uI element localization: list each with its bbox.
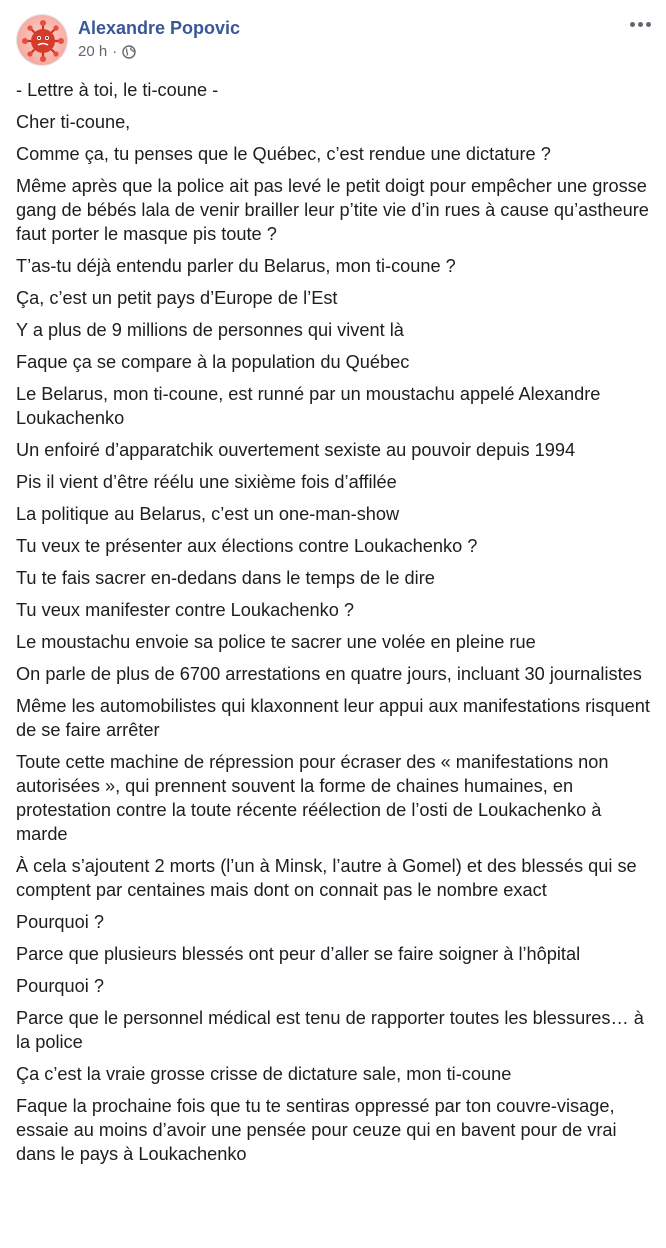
- post-paragraph: T’as-tu déjà entendu parler du Belarus, mon ti-coune ?: [16, 256, 456, 276]
- author-name[interactable]: Alexandre Popovic: [78, 18, 241, 38]
- post-paragraph: Un enfoiré d’apparatchik ouvertement sexiste au pouvoir depuis 1994: [16, 440, 576, 460]
- post-paragraph: À cela s’ajoutent 2 morts (l’un à Minsk, l’autre à Gomel) et des blessés qui se comptent par centaines mais dont on connait pas le nombre exact: [16, 856, 637, 900]
- more-horizontal-icon: [630, 22, 635, 27]
- post-paragraph: - Lettre à toi, le ti-coune -: [16, 80, 219, 100]
- post-paragraph: Faque la prochaine fois que tu te sentiras oppressé par ton couvre-visage, essaie au moins d’avoir une pensée pour ceuze qui en bavent pour de vrai dans le pays à Loukachenko: [16, 1096, 617, 1164]
- post-paragraph: Le Belarus, mon ti-coune, est runné par un moustachu appelé Alexandre Loukachenko: [16, 384, 601, 428]
- globe-icon[interactable]: [122, 45, 136, 59]
- separator-dot: ·: [112, 43, 118, 60]
- post-paragraph: On parle de plus de 6700 arrestations en quatre jours, incluant 30 journalistes: [16, 664, 642, 684]
- post-paragraph: La politique au Belarus, c’est un one-man-show: [16, 504, 400, 524]
- post-paragraph: Même après que la police ait pas levé le petit doigt pour empêcher une grosse gang de bébés lala de venir brailler leur p’tite vie d’in rues à cause qu’astheure faut porter le masque pis toute ?: [16, 176, 649, 244]
- post-subline: [78, 42, 240, 62]
- post-header: [16, 14, 650, 66]
- post-paragraph: Parce que plusieurs blessés ont peur d’aller se faire soigner à l’hôpital: [16, 944, 581, 964]
- post-paragraph: Faque ça se compare à la population du Québec: [16, 352, 410, 372]
- timestamp[interactable]: 20 h: [78, 43, 108, 60]
- post-paragraph: Tu veux manifester contre Loukachenko ?: [16, 600, 355, 620]
- post-paragraph: Tu veux te présenter aux élections contre Loukachenko ?: [16, 536, 478, 556]
- post-paragraph: Même les automobilistes qui klaxonnent leur appui aux manifestations risquent de se faire arrêter: [16, 696, 650, 740]
- post-paragraph: Toute cette machine de répression pour écraser des « manifestations non autorisées », qui prennent souvent la forme de chaines humaines, en protestation contre la toute récente réélection de l’osti de Loukachenko à marde: [16, 752, 609, 844]
- avatar-image: [17, 15, 68, 66]
- post-paragraph: Pourquoi ?: [16, 912, 104, 932]
- more-options-button[interactable]: [626, 12, 654, 36]
- post-paragraph: Ça c’est la vraie grosse crisse de dictature sale, mon ti-coune: [16, 1064, 512, 1084]
- post-paragraph: Le moustachu envoie sa police te sacrer une volée en pleine rue: [16, 632, 536, 652]
- post-paragraph: Ça, c’est un petit pays d’Europe de l’Est: [16, 288, 338, 308]
- post-paragraph: Comme ça, tu penses que le Québec, c’est rendue une dictature ?: [16, 144, 551, 164]
- post-meta: [78, 14, 240, 62]
- post-paragraph: Pourquoi ?: [16, 976, 104, 996]
- post-paragraph: Y a plus de 9 millions de personnes qui vivent là: [16, 320, 404, 340]
- post-body: [16, 78, 650, 1166]
- post-paragraph: Tu te fais sacrer en-dedans dans le temps de le dire: [16, 568, 435, 588]
- post-paragraph: Pis il vient d’être réélu une sixième fois d’affilée: [16, 472, 397, 492]
- avatar[interactable]: [16, 14, 68, 66]
- post-paragraph: Parce que le personnel médical est tenu de rapporter toutes les blessures… à la police: [16, 1008, 644, 1052]
- post-paragraph: Cher ti-coune,: [16, 112, 131, 132]
